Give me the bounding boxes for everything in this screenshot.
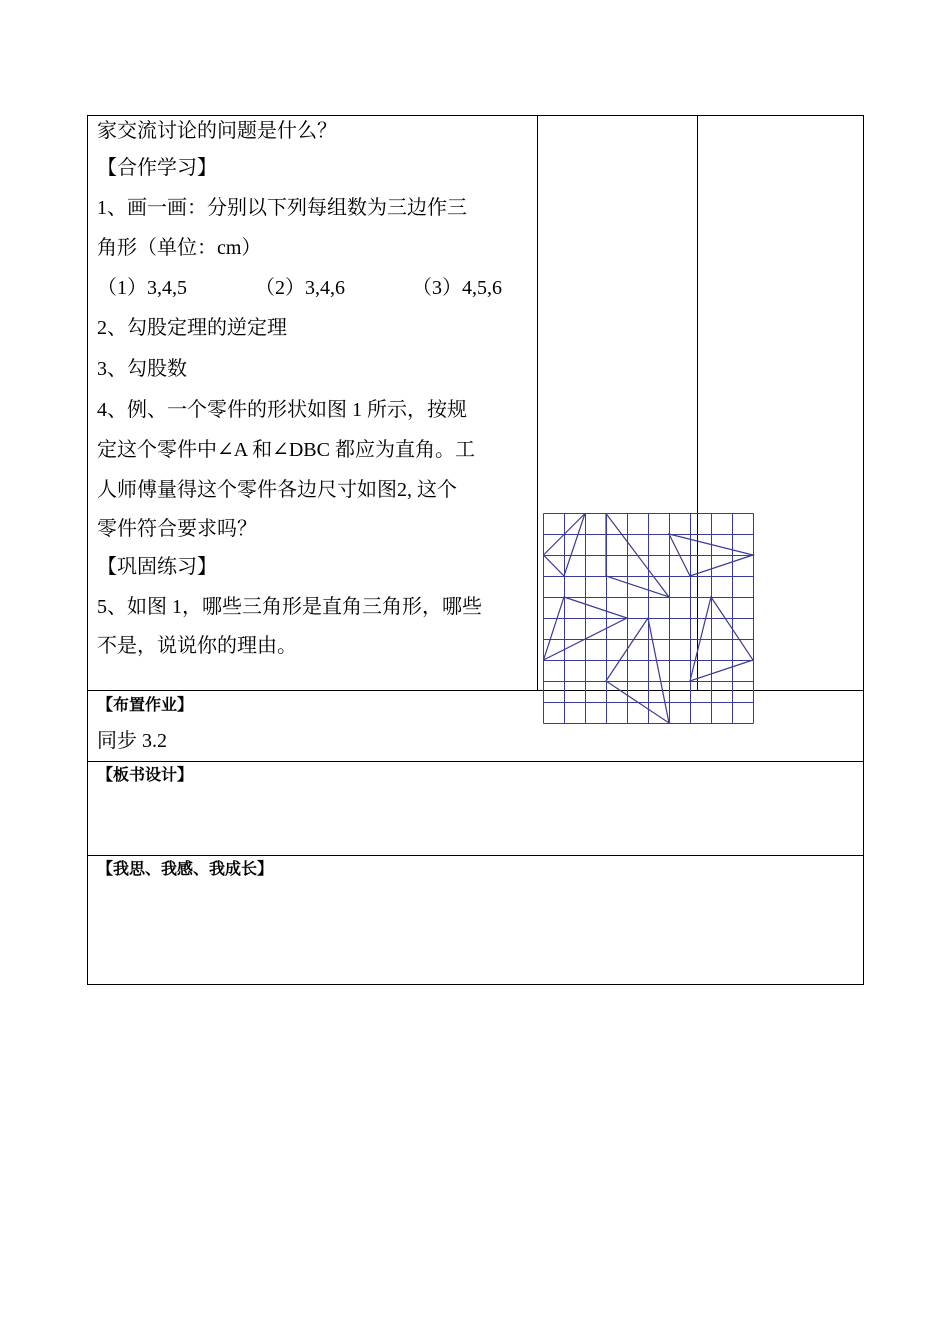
main-line-example-4: 零件符合要求吗？: [97, 518, 257, 540]
main-line-4: 角形（单位：cm）: [97, 237, 262, 259]
row-divider-board: [87, 761, 864, 762]
main-line-exercise-2: 不是，说说你的理由。: [97, 635, 297, 657]
row-divider-reflection: [87, 855, 864, 856]
table-left-border: [87, 115, 88, 985]
table-bottom-border: [87, 984, 864, 985]
main-line-example-1: 4、例、一个零件的形状如图 1 所示，按规: [97, 399, 467, 421]
option-3: （3）4,5,6: [412, 277, 502, 299]
main-line-exercise-1: 5、如图 1，哪些三角形是直角三角形，哪些: [97, 596, 482, 618]
table-right-border: [863, 115, 864, 985]
main-line-converse-theorem: 2、勾股定理的逆定理: [97, 317, 287, 339]
homework-heading: 【布置作业】: [97, 695, 194, 714]
reflection-heading: 【我思、我感、我成长】: [97, 859, 274, 878]
section-heading-consolidation: 【巩固练习】: [97, 556, 217, 578]
column-divider-1: [537, 115, 538, 691]
table-top-border: [87, 115, 864, 116]
option-1: （1）3,4,5: [97, 277, 187, 299]
section-heading-cooperative-learning: 【合作学习】: [97, 157, 217, 179]
triangle-5: [606, 618, 669, 723]
triangle-grid-figure: [543, 513, 755, 725]
option-2: （2）3,4,6: [255, 277, 345, 299]
main-line-pythagorean-triples: 3、勾股数: [97, 358, 187, 380]
main-line-example-3: 人师傅量得这个零件各边尺寸如图2, 这个: [97, 479, 457, 501]
main-line-example-2: 定这个零件中∠A 和∠DBC 都应为直角。工: [97, 439, 475, 461]
homework-content: 同步 3.2: [97, 730, 167, 752]
board-design-heading: 【板书设计】: [97, 765, 194, 784]
main-line-3: 1、画一画：分别以下列每组数为三边作三: [97, 197, 467, 219]
main-line-1: 家交流讨论的问题是什么？: [97, 120, 337, 142]
